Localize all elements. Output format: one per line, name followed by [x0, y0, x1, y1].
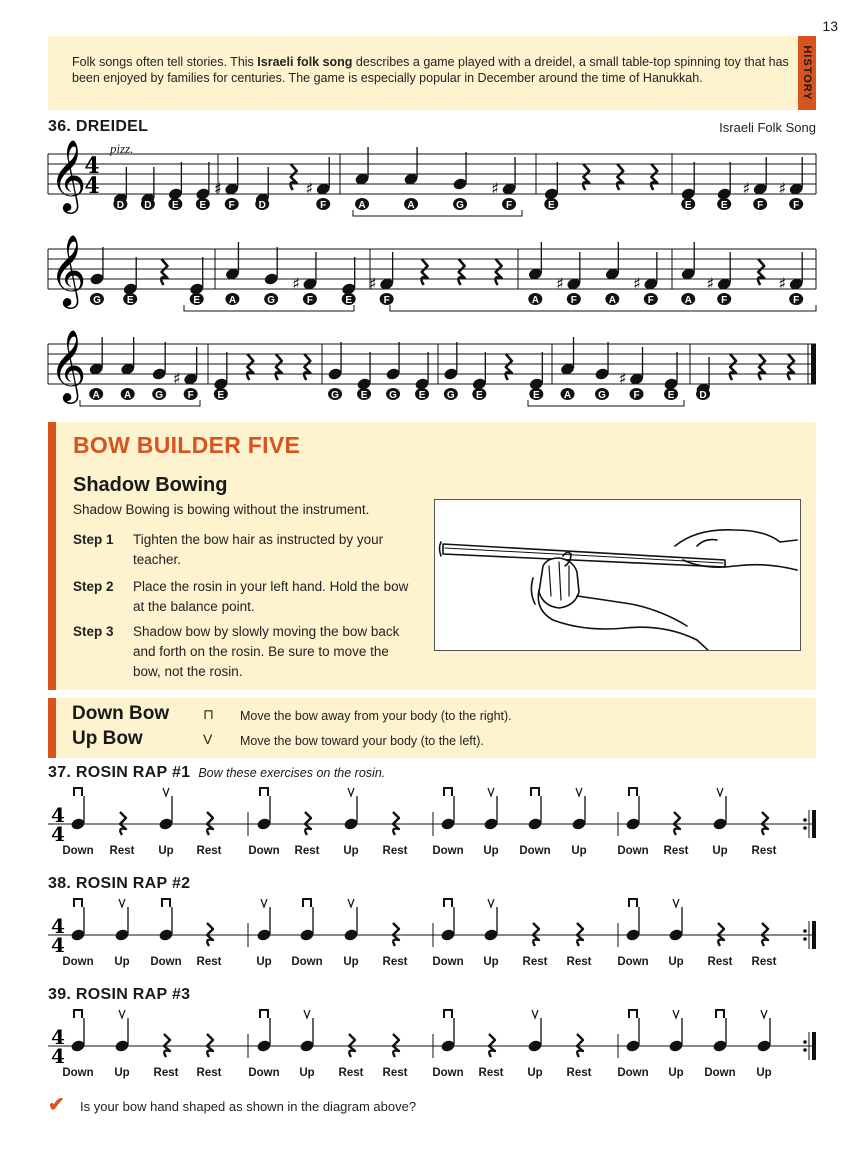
note-letter-label: F	[570, 295, 577, 306]
note-g	[151, 342, 167, 401]
bow-direction-word: Rest	[382, 1067, 408, 1079]
note-letter-label: F	[633, 390, 640, 401]
note-a	[354, 147, 370, 211]
note-letter-label: E	[217, 390, 225, 401]
note-letter-label: G	[93, 295, 101, 306]
time-signature-bottom: 4	[84, 173, 100, 199]
note-a	[605, 242, 621, 306]
down-bow-icon	[716, 1010, 724, 1018]
quarter-rest	[276, 354, 282, 380]
checklist-text: Is your bow hand shaped as shown in the diagram above?	[80, 1099, 417, 1114]
bow-direction-word: Up	[114, 956, 130, 968]
note-letter-label: A	[608, 295, 616, 306]
down-bow-icon	[260, 788, 268, 796]
sharp-icon: ♯	[491, 179, 499, 198]
down-bow-icon	[444, 899, 452, 907]
checkmark-icon: ✔	[48, 1094, 65, 1116]
note-a	[225, 242, 241, 306]
note-g	[89, 247, 105, 306]
rosin-rap-2-staff	[0, 895, 864, 955]
note-letter-label: D	[258, 200, 266, 211]
note-a	[120, 337, 136, 401]
bow-direction-word: Down	[432, 956, 464, 968]
bow-direction-word: Up	[668, 1067, 684, 1079]
note-letter-label: F	[793, 295, 800, 306]
shadow-bowing-description: Shadow Bowing is bowing without the instrument.	[73, 502, 370, 517]
bow-direction-word: Rest	[109, 845, 135, 857]
bow-direction-word: Down	[291, 956, 323, 968]
note-letter-label: A	[92, 390, 100, 401]
quarter-rest	[759, 354, 765, 380]
note-a	[560, 337, 576, 401]
note-g	[452, 152, 468, 211]
note-e	[543, 162, 559, 211]
step-text: Place the rosin in your left hand. Hold the bow at the balance point.	[133, 579, 409, 614]
bow-direction-word: Down	[248, 1067, 280, 1079]
bow-direction-word: Rest	[338, 1067, 364, 1079]
note-e	[195, 162, 211, 211]
note-letter-label: G	[598, 390, 606, 401]
bow-direction-word: Rest	[522, 956, 548, 968]
quarter-rest	[495, 259, 501, 285]
bow-direction-word: Down	[62, 1067, 94, 1079]
note-g	[263, 247, 279, 306]
note-letter-label: E	[345, 295, 353, 306]
bow-direction-word: Rest	[566, 956, 592, 968]
note-e	[341, 257, 357, 306]
final-thick-barline	[811, 344, 816, 384]
note-letter-label: A	[124, 390, 132, 401]
bow-direction-word: Down	[62, 845, 94, 857]
time-signature-top: 4	[84, 153, 100, 179]
sharp-icon: ♯	[778, 274, 787, 293]
down-bow-icon	[162, 899, 170, 907]
note-letter-label: G	[389, 390, 397, 401]
step-label: Step 1	[73, 532, 114, 547]
down-bow-icon	[74, 788, 82, 796]
sharp-icon: ♯	[172, 369, 181, 388]
note-e	[472, 352, 488, 401]
finger-pattern-bracket	[353, 210, 522, 216]
note-letter-label: D	[699, 390, 707, 401]
bow-builder-title: BOW BUILDER FIVE	[73, 432, 301, 458]
bow-direction-word: Down	[617, 956, 649, 968]
bow-direction-panel	[48, 698, 816, 758]
down-bow-icon	[260, 1010, 268, 1018]
treble-clef-icon: 𝄞	[49, 328, 87, 401]
bow-direction-word: Up	[114, 1067, 130, 1079]
up-bow-icon	[673, 1010, 679, 1018]
time-signature-bottom: 4	[51, 933, 65, 957]
bow-direction-word: Rest	[663, 845, 689, 857]
bow-direction-word: Up	[483, 956, 499, 968]
up-bow-icon	[348, 788, 354, 796]
time-signature-top: 4	[51, 803, 65, 827]
note-letter-label: G	[331, 390, 339, 401]
exercise-37-title	[48, 764, 385, 782]
quarter-rest	[304, 354, 310, 380]
note-letter-label: E	[720, 200, 728, 211]
note-e	[356, 352, 372, 401]
quarter-rest	[506, 354, 512, 380]
quarter-rest	[290, 164, 296, 190]
note-letter-label: E	[475, 390, 483, 401]
note-letter-label: G	[267, 295, 276, 306]
dreidel-staff-line-2	[0, 235, 864, 325]
bow-direction-word: Up	[343, 956, 359, 968]
note-letter-label: D	[144, 200, 152, 211]
down-bow-label: Down Bow	[72, 703, 170, 724]
bow-builder-panel	[48, 422, 816, 690]
bow-direction-word: Down	[704, 1067, 736, 1079]
note-letter-label: F	[505, 200, 513, 211]
note-letter-label: F	[383, 295, 390, 306]
note-letter-label: F	[721, 295, 728, 306]
history-text-part: Folk songs often tell stories. This	[72, 55, 258, 69]
bow-direction-word: Up	[483, 845, 499, 857]
note-e	[168, 162, 184, 211]
bow-direction-word: Up	[158, 845, 174, 857]
note-a	[403, 147, 419, 211]
exercise-title-text: 39. ROSIN RAP #3	[48, 986, 191, 1003]
bow-direction-word: Up	[256, 956, 272, 968]
note-g	[385, 342, 401, 401]
sharp-icon: ♯	[555, 274, 564, 293]
down-bow-icon	[444, 788, 452, 796]
bow-direction-word: Down	[432, 1067, 464, 1079]
exercise-title-text: 38. ROSIN RAP #2	[48, 875, 191, 892]
note-g	[443, 342, 459, 401]
note-e	[189, 257, 205, 306]
treble-clef-icon: 𝄞	[49, 233, 87, 306]
quarter-rest	[161, 259, 167, 285]
bow-direction-word: Rest	[294, 845, 320, 857]
history-text-bold: Israeli folk song	[257, 55, 353, 69]
bow-direction-word: Up	[712, 845, 728, 857]
sharp-icon: ♯	[213, 179, 222, 198]
up-bow-icon	[532, 1010, 538, 1018]
quarter-rest	[730, 354, 736, 380]
down-bow-icon	[444, 1010, 452, 1018]
up-bow-icon	[488, 899, 494, 907]
bow-direction-word: Down	[62, 956, 94, 968]
note-g	[327, 342, 343, 401]
time-signature-bottom: 4	[51, 822, 65, 846]
exercise-39-title	[48, 986, 190, 1004]
sharp-icon: ♯	[706, 274, 715, 293]
step-label: Step 2	[73, 579, 114, 594]
page-number: 13	[822, 18, 838, 34]
up-bow-icon: V	[203, 731, 213, 747]
dreidel-staff-line-3	[0, 330, 864, 420]
up-bow-icon	[119, 899, 125, 907]
quarter-rest	[651, 164, 657, 190]
note-letter-label: G	[456, 200, 464, 211]
note-letter-label: F	[757, 200, 764, 211]
down-bow-icon	[74, 899, 82, 907]
bow-direction-word: Up	[343, 845, 359, 857]
rosin-rap-1-staff	[0, 784, 864, 844]
down-bow-icon	[74, 1010, 82, 1018]
up-bow-icon	[163, 788, 169, 796]
step-text: Shadow bow by slowly moving the bow back and forth on the rosin. Be sure to move the bow, not the rosin.	[133, 624, 400, 679]
quarter-rest	[583, 164, 589, 190]
up-bow-icon	[304, 1010, 310, 1018]
note-letter-label: E	[667, 390, 675, 401]
note-letter-label: F	[187, 390, 194, 401]
bow-direction-word: Down	[150, 956, 182, 968]
up-bow-icon	[673, 899, 679, 907]
note-letter-label: F	[306, 295, 313, 306]
pizz-marking: pizz.	[110, 141, 134, 156]
bow-direction-word: Up	[571, 845, 587, 857]
song-title: 36. DREIDEL	[48, 118, 149, 135]
up-bow-label: Up Bow	[72, 728, 143, 749]
up-bow-icon	[488, 788, 494, 796]
note-letter-label: A	[531, 295, 539, 306]
note-a	[680, 242, 696, 306]
step-text: Tighten the bow hair as instructed by your teacher.	[133, 532, 384, 567]
down-bow-icon: ⊓	[203, 706, 214, 722]
note-letter-label: A	[563, 390, 572, 401]
note-letter-label: F	[647, 295, 654, 306]
bow-direction-word: Rest	[751, 845, 777, 857]
note-letter-label: E	[193, 295, 201, 306]
note-letter-label: E	[360, 390, 368, 401]
down-bow-description: Move the bow away from your body (to the right).	[240, 709, 512, 723]
bow-direction-word: Down	[248, 845, 280, 857]
repeat-dot	[803, 929, 807, 933]
note-letter-label: A	[684, 295, 692, 306]
bow-direction-word: Up	[756, 1067, 772, 1079]
time-signature-top: 4	[51, 914, 65, 938]
note-e	[663, 352, 679, 401]
time-signature-top: 4	[51, 1025, 65, 1049]
history-panel	[48, 36, 816, 110]
note-letter-label: E	[418, 390, 426, 401]
up-bow-icon	[717, 788, 723, 796]
note-letter-label: E	[172, 200, 179, 211]
step-label: Step 3	[73, 624, 114, 639]
down-bow-icon	[629, 788, 637, 796]
sharp-icon: ♯	[368, 274, 377, 293]
bow-direction-word: Down	[617, 1067, 649, 1079]
repeat-thick-barline	[812, 921, 816, 949]
time-signature-bottom: 4	[51, 1044, 65, 1068]
note-letter-label: E	[199, 200, 207, 211]
note-letter-label: F	[228, 200, 235, 211]
quarter-rest	[758, 259, 764, 285]
quarter-rest	[458, 259, 464, 285]
bow-direction-word: Rest	[382, 845, 408, 857]
up-bow-icon	[119, 1010, 125, 1018]
history-text-part: describes a game played with a dreidel, a small table-top spinning toy that has been enjoyed by families for centuries. The game is especially popular in December around the time of Hanukkah.	[72, 55, 789, 85]
sharp-icon: ♯	[778, 179, 787, 198]
up-bow-icon	[261, 899, 267, 907]
note-a	[88, 337, 104, 401]
bow-direction-word: Up	[668, 956, 684, 968]
shadow-bowing-title: Shadow Bowing	[73, 474, 228, 496]
finger-pattern-bracket	[390, 305, 816, 311]
sharp-icon: ♯	[292, 274, 300, 293]
note-letter-label: A	[228, 295, 237, 306]
note-letter-label: G	[446, 390, 455, 401]
history-tab-label: HISTORY	[801, 45, 813, 101]
down-bow-icon	[629, 899, 637, 907]
up-bow-icon	[348, 899, 354, 907]
exercise-38-title	[48, 875, 190, 893]
repeat-thick-barline	[812, 810, 816, 838]
bow-direction-word: Rest	[153, 1067, 179, 1079]
note-letter-label: D	[116, 200, 124, 211]
note-letter-label: A	[407, 200, 415, 211]
note-letter-label: E	[126, 295, 134, 306]
up-bow-icon	[576, 788, 582, 796]
bow-direction-word: Down	[432, 845, 464, 857]
bow-direction-word: Rest	[707, 956, 733, 968]
bow-direction-word: Rest	[751, 956, 777, 968]
exercise-title-text: 37. ROSIN RAP #1	[48, 764, 191, 781]
note-letter-label: G	[155, 390, 164, 401]
note-e	[529, 352, 545, 401]
exercise-subtitle: Bow these exercises on the rosin.	[198, 766, 386, 780]
rosin-rap-3-staff	[0, 1006, 864, 1066]
bow-direction-word: Down	[519, 845, 551, 857]
bow-direction-word: Rest	[196, 956, 222, 968]
note-e	[680, 162, 696, 211]
sharp-icon: ♯	[305, 179, 314, 198]
down-bow-icon	[531, 788, 539, 796]
quarter-rest	[788, 354, 794, 380]
note-e	[716, 162, 732, 211]
repeat-dot	[803, 826, 807, 830]
down-bow-icon	[303, 899, 311, 907]
note-letter-label: F	[793, 200, 800, 211]
note-g	[594, 342, 610, 401]
song-credit: Israeli Folk Song	[719, 120, 816, 135]
repeat-dot	[803, 937, 807, 941]
bow-direction-word: Rest	[566, 1067, 592, 1079]
note-letter-label: E	[532, 390, 540, 401]
repeat-dot	[803, 1040, 807, 1044]
bow-direction-word: Up	[527, 1067, 543, 1079]
dreidel-staff-line-1	[0, 140, 864, 230]
note-e	[122, 257, 138, 306]
note-letter-label: A	[358, 200, 366, 211]
note-e	[414, 352, 430, 401]
sharp-icon: ♯	[618, 369, 627, 388]
repeat-dot	[803, 1048, 807, 1052]
history-tab	[798, 36, 816, 110]
bow-direction-word: Rest	[382, 956, 408, 968]
down-bow-icon	[629, 1010, 637, 1018]
repeat-dot	[803, 818, 807, 822]
note-e	[213, 352, 229, 401]
history-text	[72, 54, 792, 86]
note-letter-label: F	[320, 200, 327, 211]
note-a	[528, 242, 544, 306]
quarter-rest	[617, 164, 623, 190]
note-letter-label: E	[684, 200, 692, 211]
quarter-rest	[247, 354, 253, 380]
bow-direction-word: Rest	[196, 845, 222, 857]
up-bow-description: Move the bow toward your body (to the left).	[240, 734, 484, 748]
bow-direction-word: Down	[617, 845, 649, 857]
bow-direction-word: Rest	[196, 1067, 222, 1079]
shadow-bowing-illustration	[434, 499, 801, 651]
sharp-icon: ♯	[742, 179, 751, 198]
finger-pattern-bracket	[528, 400, 684, 406]
treble-clef-icon: 𝄞	[49, 138, 87, 211]
sharp-icon: ♯	[632, 274, 641, 293]
bow-direction-word: Rest	[478, 1067, 504, 1079]
note-letter-label: E	[547, 200, 555, 211]
bow-direction-word: Up	[299, 1067, 315, 1079]
up-bow-icon	[761, 1010, 767, 1018]
repeat-thick-barline	[812, 1032, 816, 1060]
quarter-rest	[421, 259, 427, 285]
